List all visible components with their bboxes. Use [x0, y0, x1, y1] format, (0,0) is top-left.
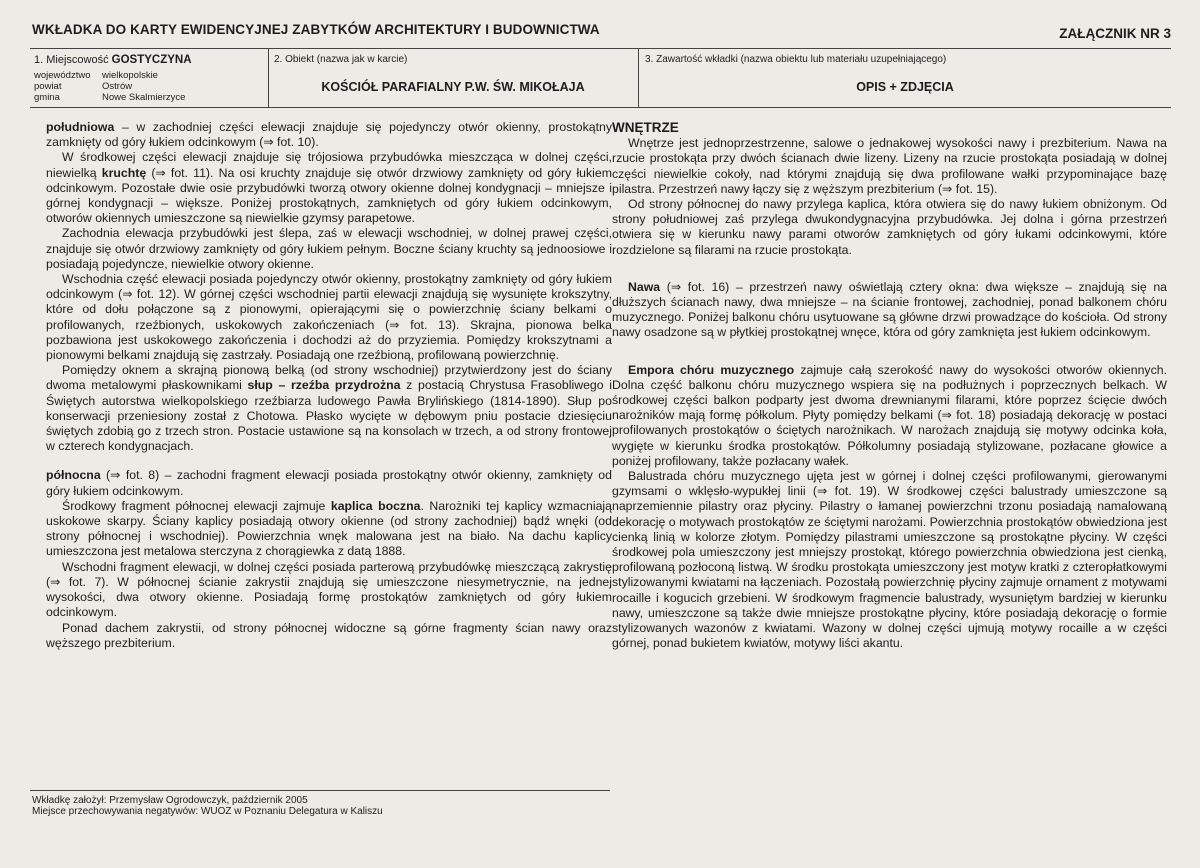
paragraph: [46, 150, 612, 226]
bold-term: południowa: [46, 120, 115, 134]
paragraph: [612, 363, 1167, 469]
metadata-row: [30, 49, 1171, 108]
annex-number: ZAŁĄCZNIK NR 3: [1059, 26, 1171, 41]
county-value: Ostrów: [102, 81, 133, 92]
paragraph-text: – w zachodniej części elewacji znajduje się pojedynczy otwór okienny, prostokątny zamknięty od góry łukiem odcinkowym (⇒ fot. 10).: [46, 120, 612, 150]
object-cell: [268, 49, 639, 107]
paragraph-text: . Narożniki tej kaplicy wzmacniają uskokowe skarpy. Ściany kaplicy posiadają otwory okienne (od strony zachodniej) bądź wnęki (od strony północnej i wschodniej). Powierzchnia wnęk malowana jest na biało. Na dachu kaplicy umieszczona jest metalowa sterczyna z chorągiewka z datą 1888.: [46, 498, 612, 559]
paragraph: Wnętrze jest jednoprzestrzenne, salowe o jednakowej wysokości nawy i prezbiterium. Nawa na rzucie prostokąta przy dwóch ścianach dwie lizeny. Lizeny na rzucie prostokąta posiadają w dolnej części niewielkie cokoły, nad którymi znajdują się dwa profilowane wałki przypominające bazę pilastra. Przestrzeń nawy łączy się z węższym prezbiterium (⇒ fot. 15).: [612, 136, 1167, 196]
paragraph: Wschodnia część elewacji posiada pojedynczy otwór okienny, prostokątny zamknięty od góry łukiem odcinkowym (⇒ fot. 12). W górnej części wschodniej partii elewacji znajdują się wysunięte krokszytny, które od dołu połączone są z pionowymi, opierającymi się o powierzchnię ściany belkami o profilowanych, rzeźbionych, uskokowych zakończeniach (⇒ fot. 13). Skrajna, pionowa belka pozbawiona jest uskokowego zakończenia i dochodzi aż do przyziemia. Pomiędzy krokszytnami a pionowymi belkami znajdują się zastrzały. Posiadają one rzeźbioną, profilowaną powierzchnię.: [46, 272, 612, 363]
document-title: WKŁADKA DO KARTY EWIDENCYJNEJ ZABYTKÓW ARCHITEKTURY I BUDOWNICTWA: [32, 22, 600, 37]
paragraph-text: (⇒ fot. 11). Na osi kruchty znajduje się otwór drzwiowy zamknięty od góry łukiem odcinkowym. Pozostałe dwie osie przybudówki tworzą otwory okienne dolnej kondygnacji – mniejsze i górnej kondygnacji – większe. Poniżej prostokątnych, zamkniętych od góry łukiem odcinkowym, otworów okiennych umieszczone są niewielkie gzymsy parapetowe.: [46, 165, 612, 226]
voivodeship-label: województwo: [34, 70, 91, 81]
location-label: 1. Miejscowość: [34, 54, 109, 66]
section-heading: WNĘTRZE: [612, 120, 679, 135]
paragraph: [612, 280, 1167, 341]
paragraph: Ponad dachem zakrystii, od strony północnej widoczne są górne fragmenty ścian nawy oraz węższego prezbiterium.: [46, 620, 612, 650]
bold-term: Empora chóru muzycznego: [628, 362, 795, 377]
document-footer: [30, 790, 610, 817]
left-column: [46, 120, 612, 651]
contents-value: OPIS + ZDJĘCIA: [856, 80, 954, 94]
footer-author: Wkładkę założył: Przemysław Ogrodowczyk, październik 2005: [32, 795, 308, 806]
right-column: [612, 120, 1167, 652]
paragraph-text: (⇒ fot. 8) – zachodni fragment elewacji posiada prostokątny otwór okienny, zamknięty od góry łukiem odcinkowym.: [46, 468, 612, 498]
voivodeship-value: wielkopolskie: [102, 70, 158, 81]
bold-term: kruchtę: [101, 165, 147, 180]
paragraph-text: Pomiędzy oknem a skrajną pionową belką (od strony wschodniej) przytwierdzony jest do ściany dwoma metalowymi płaskownikami: [46, 363, 612, 393]
contents-cell: [639, 49, 1171, 107]
document-sheet: [30, 12, 1171, 830]
paragraph-text: Środkowy fragment północnej elewacji zajmuje: [62, 498, 331, 513]
bold-term: północna: [46, 468, 101, 483]
paragraph: Od strony północnej do nawy przylega kaplica, która otwiera się do nawy łukiem obniżonym. Od strony południowej zaś przylega dwukondygnacyjna przybudówka. Jej dolna i górna przestrzeń otwiera się w kierunku nawy parami otworów zamkniętych od góry łukami odcinkowymi, które rozdzielone są filarami na rzucie prostokąta.: [612, 197, 1167, 257]
paragraph-text: z postacią Chrystusa Frasobliwego i Świętych autorstwa wielkopolskiego rzeźbiarza ludowego Pawła Brylińskiego (1814-1890). Słup po konserwacji przeniesiony został z Chotowa. Płasko wycięte w dębowym pniu postacie dziesięciu świętych zdobią go z trzech stron. Postacie ustawione są na konsolach w trzech, a od strony frontowej w czterech kondygnacjach.: [46, 378, 612, 454]
location-name: GOSTYCZYNA: [111, 54, 192, 66]
object-name: KOŚCIÓŁ PARAFIALNY P.W. ŚW. MIKOŁAJA: [321, 80, 585, 94]
paragraph-text: (⇒ fot. 16) – przestrzeń nawy oświetlają cztery okna: dwa większe – znajdują się na dłuższych ścianach nawy, dwa mniejsze – na ścianie frontowej, zachodniej, ponad balkonem chóru muzycznego. Poniżej balkonu chóru usytuowane są główne drzwi prowadzące do kościoła. Od strony nawy osadzone są w płytkiej prostokątnej wnęce, która od góry zamknięta jest łukiem odcinkowym.: [612, 279, 1167, 340]
paragraph: [46, 120, 612, 150]
paragraph: Zachodnia elewacja przybudówki jest ślepa, zaś w elewacji wschodniej, w dolnej prawej części, znajduje się otwór drzwiowy zamknięty od góry łukiem pełnym. Boczne ściany kruchty są jednoosiowe i posiadają pojedyncze, niewielkie otwory okienne.: [46, 226, 612, 271]
county-label: powiat: [34, 81, 62, 92]
paragraph-text: W środkowej części elewacji znajduje się trójosiowa przybudówka mieszcząca w dolnej części, niewielką: [46, 150, 612, 180]
paragraph: [46, 363, 612, 454]
paragraph: [46, 499, 612, 560]
bold-term: słup – rzeźba przydrożna: [247, 378, 401, 393]
commune-value: Nowe Skalmierzyce: [102, 92, 186, 103]
object-label: 2. Obiekt (nazwa jak w karcie): [274, 54, 408, 65]
location-cell: [30, 49, 269, 107]
bold-term: Nawa: [628, 279, 661, 294]
paragraph: [46, 468, 612, 498]
contents-label: 3. Zawartość wkładki (nazwa obiektu lub materiału uzupełniającego): [645, 54, 947, 65]
document-header: [30, 12, 1171, 49]
bold-term: kaplica boczna: [330, 498, 421, 513]
paragraph: Wschodni fragment elewacji, w dolnej części posiada parterową przybudówkę mieszczącą zakrystię (⇒ fot. 7). W północnej ścianie zakrystii znajdują się umieszczone niesymetrycznie, na jednej wysokości, dwa otwory okienne. Posiadają formę prostokątów zamkniętych od góry łukiem odcinkowym.: [46, 559, 612, 620]
paragraph-text: zajmuje całą szerokość nawy do wysokości otworów okiennych. Dolna część balkonu chóru muzycznego wspiera się na podłużnych i poprzecznych belkach. W środkowej części balkon podparty jest dwoma drewnianymi filarami, które poprzez ścięcie dwóch narożników mają formę półkolum. Płyty pomiędzy belkami (⇒ fot. 18) posiadają dekorację w postaci profilowanych prostokątów o ściętych narożnikach. W narożach znajdują się motywy odcinka koła, wygięte w kierunku środka prostokątów. Półkolumny posiadają stylizowane, pozłacane głowice a poniżej profilowany, także pozłacany wałek.: [612, 362, 1167, 468]
commune-label: gmina: [34, 92, 60, 103]
paragraph: Balustrada chóru muzycznego ujęta jest w górnej i dolnej części profilowanymi, gierowanymi gzymsami o wklęsło-wypukłej linii (⇒ fot. 19). W środkowej części balustrady umieszczone są naprzemiennie pilastry oraz płyciny. Pilastry o łamanej powierzchni trzonu posiadają namalowaną dekorację o motywach prostokątów ze ściętymi narożami. Powierzchnia prostokątów obwiedziona jest cienką linią w kolorze złotym. Pomiędzy pilastrami umieszczone są prostokątne płyciny. W części środkowej pola umieszczony jest mniejszy prostokąt, którego powierzchnia obwiedziona jest cienką, profilowaną pozłoconą listwą. W środku prostokąta umieszczony jest motyw kratki z czteropłatkowymi stylizowanymi kwiatami na łączeniach. Pozostałą powierzchnię płyciny zajmuje ornament z motywami rocaille i kogucich grzebieni. W środkowym fragmencie balustrady, wysuniętym bardziej w kierunku nawy, umieszczone są także dwie mniejsze prostokątne płyciny, które posiadają dekorację o formie stylizowanych wazonów z kwiatami. Wazony w dolnej części ujmują motywy rocaille a w części górnej, ponad bukietem kwiatów, motywy liści akantu.: [612, 469, 1167, 651]
footer-storage: Miejsce przechowywania negatywów: WUOZ w Poznaniu Delegatura w Kaliszu: [32, 806, 383, 817]
